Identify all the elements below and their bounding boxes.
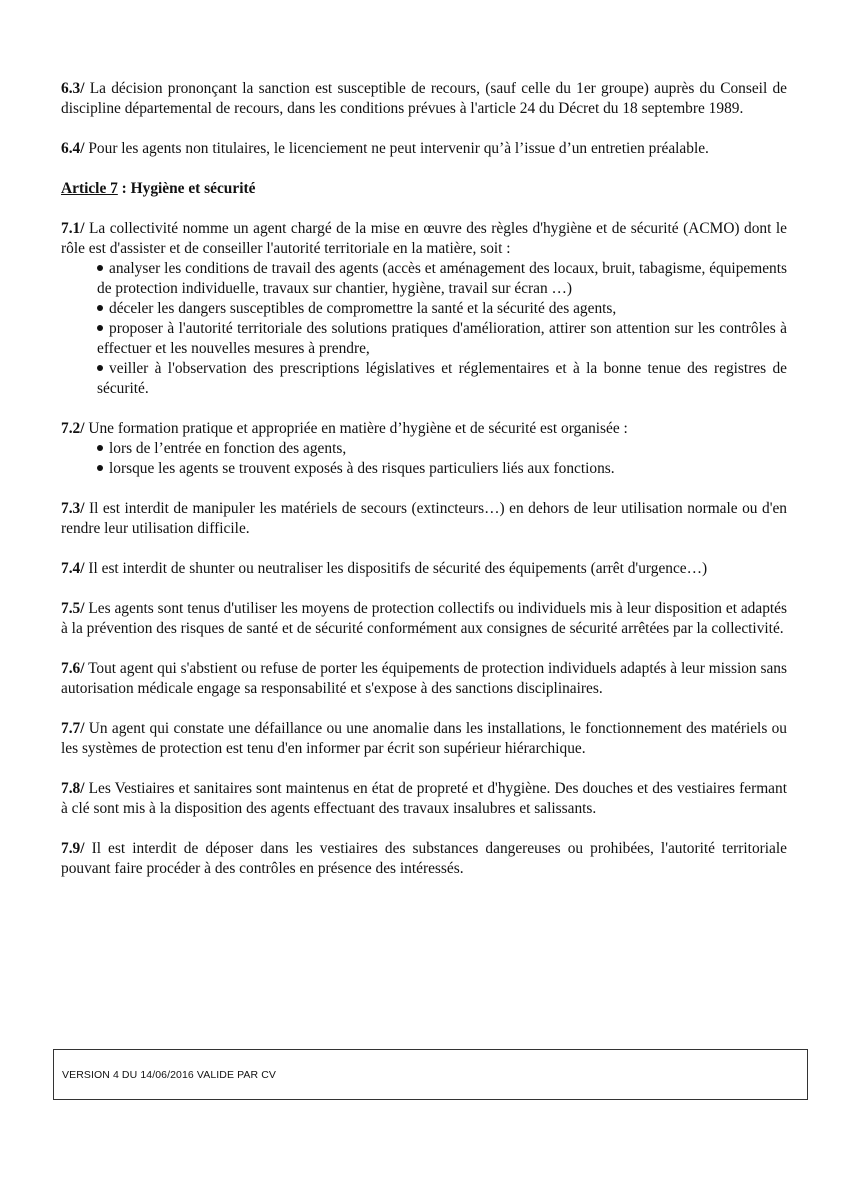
section-number: 7.1/ (61, 220, 85, 237)
paragraph-6-3 (61, 79, 787, 119)
bullet-icon (97, 325, 103, 331)
list-item (97, 259, 787, 299)
section-number: 7.6/ (61, 660, 85, 677)
section-number: 7.3/ (61, 500, 85, 517)
paragraph-text: Les Vestiaires et sanitaires sont maintenus en état de propreté et d'hygiène. Des douches et des vestiaires fermant à clé sont mis à la disposition des agents effectuant des travaux insalubres et salissants. (61, 780, 787, 817)
section-number: 7.2/ (61, 420, 85, 437)
section-number: 7.4/ (61, 560, 85, 577)
article-label: Article 7 (61, 180, 118, 197)
list-item (97, 459, 787, 479)
paragraph-text: Tout agent qui s'abstient ou refuse de porter les équipements de protection individuels adaptés à leur mission sans autorisation médicale engage sa responsabilité et s'expose à des sanctions disciplinaires. (61, 660, 787, 697)
section-number: 6.3/ (61, 80, 85, 97)
article-7-heading (61, 179, 787, 199)
paragraph-text: Il est interdit de shunter ou neutraliser les dispositifs de sécurité des équipements (arrêt d'urgence…) (84, 560, 708, 577)
paragraph-7-7 (61, 719, 787, 759)
section-number: 7.9/ (61, 840, 85, 857)
paragraph-6-4 (61, 139, 787, 159)
paragraph-7-6 (61, 659, 787, 699)
list-item (97, 359, 787, 399)
list-item (97, 439, 787, 459)
bullet-icon (97, 465, 103, 471)
list-item (97, 299, 787, 319)
document-body (61, 79, 787, 879)
paragraph-text: Il est interdit de déposer dans les vestiaires des substances dangereuses ou prohibées, l'autorité territoriale pouvant faire procéder à des contrôles en présence des intéressés. (61, 840, 787, 877)
section-number: 7.7/ (61, 720, 85, 737)
paragraph-7-9 (61, 839, 787, 879)
bullet-icon (97, 305, 103, 311)
paragraph-text: Une formation pratique et appropriée en matière d’hygiène et de sécurité est organisée : (84, 420, 628, 437)
bullet-list (61, 259, 787, 399)
list-item (97, 319, 787, 359)
list-item-text: lors de l’entrée en fonction des agents, (109, 440, 347, 457)
paragraph-7-1 (61, 219, 787, 399)
bullet-list (61, 439, 787, 479)
list-item-text: veiller à l'observation des prescriptions législatives et réglementaires et à la bonne tenue des registres de sécurité. (97, 360, 787, 397)
paragraph-text: Il est interdit de manipuler les matériels de secours (extincteurs…) en dehors de leur utilisation normale ou d'en rendre leur utilisation difficile. (61, 500, 787, 537)
version-footer: VERSION 4 DU 14/06/2016 VALIDE PAR CV (62, 1069, 276, 1081)
section-number: 7.8/ (61, 780, 85, 797)
paragraph-7-4 (61, 559, 787, 579)
paragraph-text: Un agent qui constate une défaillance ou une anomalie dans les installations, le fonctionnement des matériels ou les systèmes de protection est tenu d'en informer par écrit son supérieur hiérarchique. (61, 720, 787, 757)
list-item-text: déceler les dangers susceptibles de compromettre la santé et la sécurité des agents, (109, 300, 617, 317)
paragraph-7-2 (61, 419, 787, 479)
list-item-text: proposer à l'autorité territoriale des solutions pratiques d'amélioration, attirer son attention sur les contrôles à effectuer et les nouvelles mesures à prendre, (97, 320, 787, 357)
list-item-text: lorsque les agents se trouvent exposés à des risques particuliers liés aux fonctions. (109, 460, 615, 477)
paragraph-text: La collectivité nomme un agent chargé de la mise en œuvre des règles d'hygiène et de sécurité (ACMO) dont le rôle est d'assister et de conseiller l'autorité territoriale en la matière, soit : (61, 220, 787, 257)
paragraph-7-8 (61, 779, 787, 819)
paragraph-text: Pour les agents non titulaires, le licenciement ne peut intervenir qu’à l’issue d’un entretien préalable. (84, 140, 709, 157)
paragraph-text: La décision prononçant la sanction est susceptible de recours, (sauf celle du 1er groupe) auprès du Conseil de discipline départemental de recours, dans les conditions prévues à l'article 24 du Décret du 18 septembre 1989. (61, 80, 787, 117)
bullet-icon (97, 445, 103, 451)
bullet-icon (97, 365, 103, 371)
paragraph-7-5 (61, 599, 787, 639)
article-title: : Hygiène et sécurité (117, 180, 256, 197)
section-number: 7.5/ (61, 600, 85, 617)
paragraph-text: Les agents sont tenus d'utiliser les moyens de protection collectifs ou individuels mis à leur disposition et adaptés à la prévention des risques de santé et de sécurité conformément aux consignes de sécurité arrêtées par la collectivité. (61, 600, 787, 637)
footer-box (53, 1049, 808, 1100)
bullet-icon (97, 265, 103, 271)
section-number: 6.4/ (61, 140, 85, 157)
list-item-text: analyser les conditions de travail des agents (accès et aménagement des locaux, bruit, tabagisme, équipements de protection individuelle, travaux sur chantier, hygiène, travail sur écran …) (97, 260, 787, 297)
paragraph-7-3 (61, 499, 787, 539)
